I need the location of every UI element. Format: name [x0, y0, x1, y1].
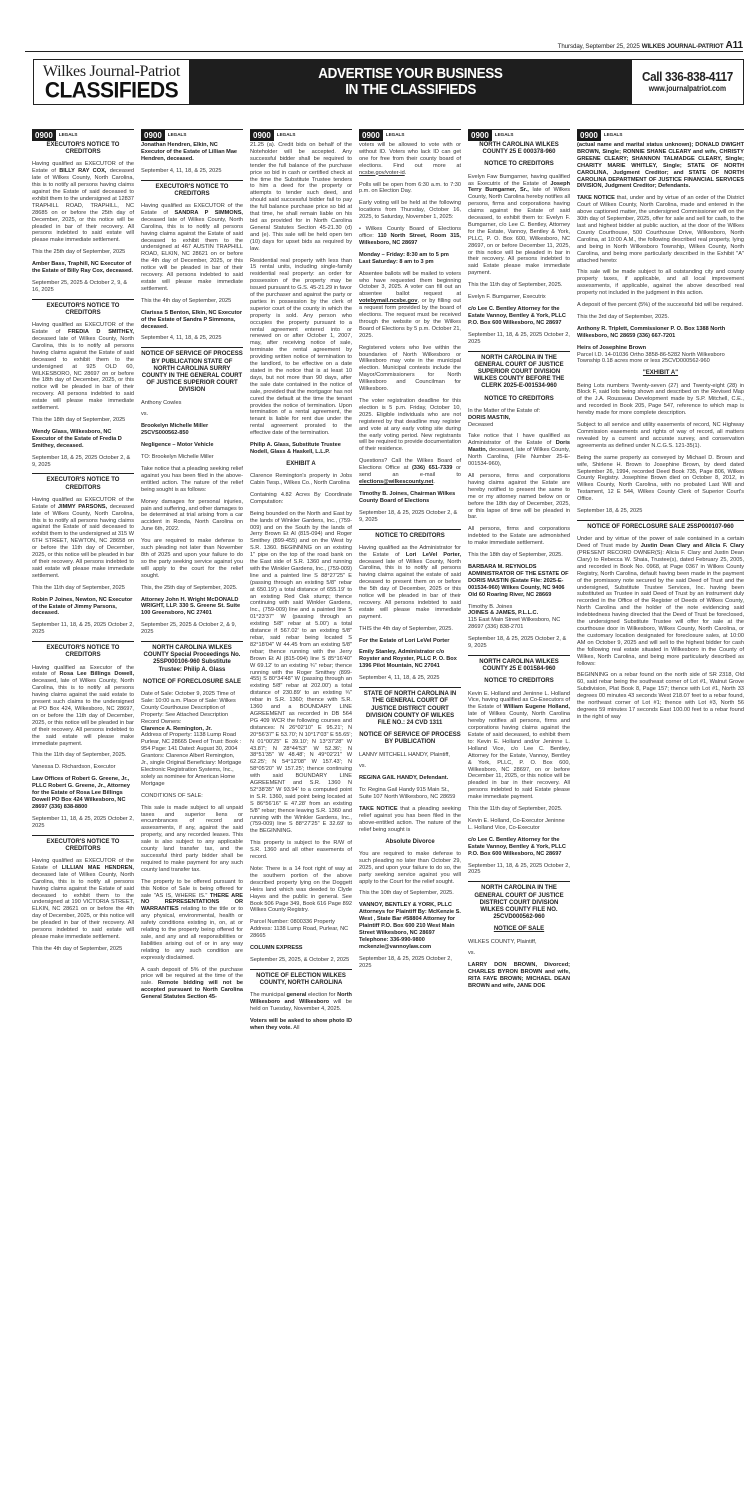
- legal-notice: [141, 645, 243, 1001]
- notice-divider: [250, 969, 352, 970]
- notice-title: NOTICE TO CREDITORS: [375, 532, 445, 539]
- legal-notice: [468, 659, 570, 876]
- notice-dated: This the 25th day of September, 2025: [32, 249, 126, 256]
- relief-sought: Absolute Divorce: [385, 838, 435, 845]
- notice-title: EXECUTOR'S NOTICE TO CREDITORS: [46, 302, 120, 317]
- notice-body: Questions? Call the Wilkes Board of Elections Office at (336) 651-7339 or send an e-mail to elections@wilkescounty.net.: [359, 458, 461, 485]
- column-3: [250, 129, 352, 1037]
- notice-title: EXECUTOR'S NOTICE TO CREDITORS: [46, 142, 120, 156]
- website-link[interactable]: www.journalpatriot.com: [648, 84, 727, 93]
- notice-body: The municipal general election for North Wilkesboro and Wilkesboro will be held on Tuesday, November 4, 2025.: [250, 992, 352, 1013]
- notice-body: You are required to make defense to such pleading no later than October 29, 2025, and upon your failure to do so, the party seeking service against you will apply to the Court for the relief sought.: [359, 850, 461, 885]
- section-label: LEGALS: [167, 132, 187, 138]
- notice-run-dates: September 18, & 25, 2025 October 2, & 9, 2025: [32, 454, 131, 468]
- notice-body: Containing 4.82 Acres By Coordinate Computation:: [250, 491, 352, 505]
- estate-status: Deceased: [468, 421, 494, 428]
- notice-title: STATE OF NORTH CAROLINA IN THE GENERAL COURT OF JUSTICE DISTRICT COURT DIVISION COUNTY OF WILKES FILE NO.: 24 CVD 1311: [363, 691, 457, 726]
- plaintiff: LANNY MITCHELL HANDY, Plaintiff,: [359, 751, 450, 758]
- notice-executor: Vanessa D. Richardson, Executor: [32, 764, 116, 771]
- column-4: [359, 129, 461, 1037]
- section-header: [468, 129, 570, 141]
- notice-title: NORTH CAROLINA WILKES COUNTY Special Proceedings No. 25SP000106-960 Substitute Trustee: Philip A. Glass: [143, 645, 241, 673]
- section-header: [359, 129, 461, 141]
- votebymail-link[interactable]: votebymail.ncsbe.gov: [359, 298, 418, 305]
- notice-body: Evelyn Faw Bumgarner, having qualified as Executrix of the Estate of Joseph Terry Bumgarner, Sr., late of Wilkes County, North Carolina hereby notifies all persons, firms and corporations having claims against the Estate of said deceased, to exhibit them to: Evelyn F. Bumgarner, c/o Lee C. Bentley, Attorney for the Estate, Vannoy, Bentley & York, PLLC, P. O. Box 600, Wilkesboro, NC 28697, on or before December 11, 2025, or this notice will be pleaded in bar in their recovery. All persons indebted to said Estate please make immediate payment.: [468, 173, 570, 277]
- promo-line-2: IN THE CLASSIFIEDS: [345, 81, 476, 98]
- notice-body: Having qualified as the Administrator for the Estate of Lori LeVel Porter, deceased late of Wilkes County, North Carolina, this is to notify all persons having claims against the estate of said deceased to present them on or before the 5th day of December, 2025 or this notice will be pleaded in bar of their recovery. All persons indebted to said estate will please make immediate payment.: [359, 544, 461, 620]
- notice-divider: [141, 641, 243, 642]
- notice-body: Registered voters who live within the boundaries of North Wilkesboro or Wilkesboro may vote in the municipal election. Municipal contests include the Mayor/Commissioners for North Wilkesboro and Councilman for Wilkesboro.: [359, 344, 461, 393]
- notice-title: NOTICE OF ELECTION WILKES COUNTY, NORTH CAROLINA: [256, 972, 346, 987]
- notice-dated: This the 4th day of September, 2025: [141, 297, 232, 304]
- notice-divider: [141, 180, 243, 181]
- contact-box: [632, 60, 743, 104]
- estate-name: DORIS MASTIN,: [468, 414, 511, 421]
- notice-body: voters will be allowed to vote with or without ID. Voters who lack ID can get one for free from their county board of elections. Find out more at ncsbe.gov/voter-id.: [359, 142, 461, 176]
- legal-notice: [32, 303, 134, 469]
- notice-body: Clarence Remington's property in Jobs Cabin Twsp., Wilkes Co., North Carolina: [250, 473, 352, 486]
- notice-body: Absentee ballots will be mailed to voters who have requested them beginning October 3, 2025. A voter can fill out an absentee ballot request at votebymail.ncsbe.gov, or by filling out a request form provided by the board of elections. The request must be received through the website or by the Wilkes Board of Elections by 5 p.m. October 21, 2025.: [359, 270, 461, 339]
- promo-line-1: ADVERTISE YOUR BUSINESS: [318, 65, 503, 82]
- notice-dated: This the 4th day of September, 2025: [32, 945, 123, 952]
- attorney-firm: JOINES & JAMES, P.L.L.C.: [468, 610, 539, 617]
- folio-divider: [25, 51, 743, 52]
- notice-title: EXECUTOR'S NOTICE TO CREDITORS: [46, 477, 120, 491]
- column-5: [468, 129, 570, 1037]
- notice-divider: [32, 473, 134, 474]
- notice-divider: [141, 347, 243, 348]
- notice-subtitle: NOTICE OF FORECLOSURE SALE: [142, 678, 241, 685]
- notice-divider: [359, 529, 461, 530]
- notice-body: Having qualified as EXECUTOR of the Estate of SANDRA P SIMMONS, deceased late of Wilkes County, North Carolina, this is to notify all persons having claims against the Estate of said deceased to exhibit them to the undersigned at 467 AUSTIN TRAPHILL ROAD, ELKIN, NC 28621 on or before the 4th day of December, 2025, or this notice will be pleaded in bar of their recovery. All persons indebted to said estate will please make immediate settlement.: [141, 203, 243, 292]
- notice-signature: Attorney John H. Wright McDONALD WRIGHT, LLP. 330 S. Greene St. Suite 100 Greensboro, NC 27401: [141, 596, 241, 617]
- notice-body: • Wilkes County Board of Elections office: 110 North Street, Room 315, Wilkesboro, NC 28697: [359, 226, 461, 246]
- notice-dated: This the 18th day of September, 2025: [32, 417, 126, 423]
- defendant: REGINA GAIL HANDY, Defendant.: [359, 775, 449, 782]
- voting-hours: Monday – Friday: 8:30 am to 5 pm Last Saturday: 8 am to 3 pm: [359, 251, 449, 265]
- notice-divider: [468, 351, 570, 352]
- section-label: LEGALS: [276, 132, 296, 138]
- exhibit-heading: "EXHIBIT A": [642, 370, 679, 377]
- section-header: [141, 129, 243, 141]
- notice-signature: Wendy Glass, Wilkesboro, NC Executor of the Estate of Fredia D Smithey, deceased.: [32, 428, 122, 449]
- plaintiff: Anthony Cowles: [141, 399, 182, 406]
- notice-body: Having qualified as EXECUTOR of the Estate of JIMMY PARSONS, deceased late of Wilkes County, North Carolina, this is to notify all persons having claims against the Estate of said deceased to exhibit them to the undersigned at 315 W 6TH STREET, NEWTON, NC 28658 on or before the 11th day of December, 2025, or this notice will be pleaded in bar of their recovery. All persons indebted to said estate will please make immediate settlement.: [32, 496, 134, 579]
- sale-details: Date of Sale: October 9, 2025 Time of Sale: 10:00 a.m. Place of Sale: Wilkes County Courthouse Description of Property: See Attached Description Record Owners:: [141, 691, 236, 725]
- notice-body: Under and by virtue of the power of sale contained in a certain Deed of Trust made by Justin Dean Clary and Alicia F. Clary (PRESENT RECORD OWNER(S): Alicia F. Clary and Justin Dean Clary) to Rebecca W. Shaia, Trustee(s), dated February 25, 2005, and recorded in Book No. 0968, at Page 0367 in Wilkes County Registry, North Carolina, default having been made in the payment of the promissory note secured by the said Deed of Trust and the undersigned, Substitute Trustee Services, Inc. having been substituted as Trustee in said Deed of Trust by an instrument duly recorded in the Office of the Register of Deeds of Wilkes County, North Carolina and the holder of the note evidencing said indebtedness having directed that the Deed of Trust be foreclosed, the undersigned Substitute Trustee will offer for sale at the courthouse door in Wilkesboro, Wilkes County, North Carolina, or the customary location designated for foreclosure sales, at 10:00 AM on October 9, 2025 and will sell to the highest bidder for cash the following real estate situated in Wilkesboro in the County of Wilkes, North Carolina, and being more particularly described as follows:: [577, 536, 744, 667]
- section-header: [32, 129, 134, 141]
- column-6: [577, 129, 744, 1037]
- property-description: Being bounded on the North and East by the lands of Winkler Gardens, Inc., (759-009) and on the South by the lands of Jerry Brown Et Al (815-094) and Roger Smithey (899-455) and on the West by S.R. 1360. BEGINNING on an existing 1" pipe on the top of the road bank on the East side of S.R. 1360 and running with the Winkler Gardens, Inc., (759-009) line and a painted line S 88°27'25" E (passing through an existing 5/8" rebar at 650.19') a total distance of 655.19' to an existing Red Oak stump; thence continuing with said Winkler Gardens, Inc., (759-009) line and a painted line S 01°23'37" W (passing through an existing 5/8" rebar at 5.00') a total distance if 567.02' to an existing 5/8" rebar, said rebar being located S 82°18'04" W 44.45 from an existing 5/8" rebar; thence running with the Jerry Brown Et Al (815-094) line S 85°16'40" W 69.12' to an existing ¾" rebar; thence running with the Roger Smithey (899-455) S 80°34'48" W (passing through an existing 5/8" rebar at 202.00') a total distance of 230.89' to an existing ¾" rebar in S.R. 1360; thence with S.R. 1360 and a BOUNDARY LINE AGREEMENT as recorded in DB 564 PG 409 WCR the following courses and distances: N 26°02'10" E 95.21'; N 20°56'37" E 53.70'; N 10°17'03" E 55.65'; N 01°00'25" E 39.10'; N 13°37'28" W 43.87'; N 28°44'53" W 52.36'; N 38°51'35" W 48.48'; N 49°02'21" W 62.25'; N 54°12'08" W 157.43'; N 58°05'20" W 157.25'; thence continuing with said BOUNDARY LINE AGREEMENT and S.R. 1360 N 52°38'35" W 93.94' to a computed point in S.R. 1360, said point being located at S 86°56'16" E 47.28' from an existing 5/8" rebar; thence leaving S.R. 1360 and running with the Winkler Gardens, Inc., (759-009) line S 88°27'25" E 32.69' to the BEGINNING.: [250, 510, 352, 835]
- notice-divider: [32, 641, 134, 642]
- notice-body: TAKE NOTICE that a pleading seeking relief against you has been filed in the above-entitled action. The nature of the relief being sought is: [359, 806, 462, 833]
- notice-body: Having qualified as EXECUTOR of the Estate of BILLY RAY COX, deceased late of Wilkes County, North Carolina, this is to notify all persons having claims against the Estate of said deceased to exhibit them to the undersigned at 12837 TRAPHILL ROAD, TRAPHILL, NC 28685 on or before the 25th day of December, 2025, or this notice will be pleaded in bar of their recovery. All persons indebted to said estate will please make immediate settlement.: [32, 161, 134, 244]
- publisher-credit: COLUMN EXPRESS: [250, 945, 303, 952]
- notice-title: EXECUTOR'S NOTICE TO CREDITORS: [155, 183, 229, 197]
- notice-signature: For the Estate of Lori LeVel Porter: [359, 637, 450, 644]
- phone-number[interactable]: Call 336-838-4117: [642, 69, 733, 84]
- notice-divider: [32, 299, 134, 300]
- notice-body: All persons, firms and corporations indebted to the Estate are admonished to make immediate settlement.: [468, 526, 570, 547]
- notice-body: This sale will be made subject to all outstanding city and county property taxes, if applicable, and all local improvement assessments, if applicable, against the above described real property not included in the judgment in this action.: [577, 269, 744, 297]
- notice-run-dates: September 25, 2025, & October 2, 2025: [250, 956, 350, 963]
- legal-notice: [32, 839, 134, 953]
- notice-dated: This the 18th day of September, 2025.: [468, 552, 563, 559]
- notice-body: The property to be offered pursuant to this Notice of Sale is being offered for sale "AS IS, WHERE IS." THERE ARE NO REPRESENTATIONS OR WARRANTIES relating to the title or to any physical, environmental, health or safety conditions existing in, on, at or relating to the property being offered for sale, and any and all responsibilities or liabilities arising out of or in any way relating to any such condition are expressly disclaimed.: [141, 878, 243, 961]
- notice-subtitle: NOTICE TO CREDITORS: [484, 395, 554, 402]
- notice-title: NOTICE OF SERVICE OF PROCESS BY PUBLICATION STATE OF NORTH CAROLINA SURRY COUNTY IN THE GENERAL COURT OF JUSTICE SUPERIOR COURT DIVISION: [141, 351, 243, 394]
- notice-divider: [577, 520, 744, 521]
- voter-id-link[interactable]: ncsbe.gov/voter-id: [359, 169, 405, 176]
- masthead: [34, 60, 189, 104]
- notice-signature: Anthony R. Triplett, Commissioner P. O. Box 1388 North Wilkesboro, NC 28659 (336) 667-7201: [577, 325, 726, 339]
- notice-dated: This the 11th day of September, 2025.: [468, 806, 563, 813]
- notice-body: All persons, firms and corporations having claims against the Estate are hereby notified to present the same to me or my attorney named below on or before the 18th day of December, 2025, or this lapse of time will be pleaded in bar.: [468, 473, 570, 521]
- column-1: [32, 129, 134, 1037]
- defendants: LARRY DON BROWN, Divorced; CHARLES BYRON BROWN and wife, RITA FAYE BROWN; MICHAEL DEAN BROWN and wife, JANE DOE: [468, 962, 570, 990]
- notice-body: Kevin E. Holland and Jeninne L. Holland Vice, having qualified as Co-Executors of the Estate of William Eugene Holland, late of Wilkes County, North Carolina hereby notifies all persons, firms and corporations having claims against the Estate of said deceased, to exhibit them to: Kevin E. Holland and/or Jeninne L. Holland Vice, c/o Lee C. Bentley, Attorney for the Estate, Vannoy, Bentley & York, PLLC, P. O. Box 600, Wilkesboro, NC 28697, on or before December 11, 2025, or this notice will be pleaded in bar in their recovery. All persons indebted to said Estate please make immediate payment.: [468, 690, 570, 801]
- folio-date: Thursday, September 25, 2025: [557, 43, 640, 50]
- attorney-address: 115 East Main Street Wilkesboro, NC 28697 (336) 838-2701: [468, 617, 561, 631]
- legal-notice: [32, 645, 134, 829]
- notice-title: NORTH CAROLINA WILKES COUNTY 25 E 001584-960: [479, 658, 559, 673]
- notice-signature: Robin P Joines, Newton, NC Executor of the Estate of Jimmy Parsons, deceased.: [32, 596, 133, 617]
- property-description: BEGINNING on a rebar found on the north side of SR 2318, Old 60, said rebar being the southeast corner of Lot #1, Walnut Grove Subdivision, Plat Book 8, Page 157; thence with Lot #1, North 33 degrees 00 minutes 43 seconds West 218.07 feet to a rebar found, the northeast corner of Lot #1; thence with Lot #3, North 56 degrees 59 minutes 17 seconds East 100.00 feet to a rebar found in the right of way: [577, 672, 744, 720]
- notice-body: The voter registration deadline for this election is 5 p.m. Friday, October 10, 2025. Eligible individuals who are not registered by that deadline may register and vote at any early voting site during the early voting period. New registrants will be required to provide documentation of their residence.: [359, 398, 461, 453]
- versus: vs.: [359, 763, 367, 770]
- section-header: [577, 129, 744, 141]
- notice-run-dates: September 18, & 25, 2025: [577, 508, 643, 515]
- masthead-section: CLASSIFIEDS: [44, 77, 179, 103]
- notice-body: Money damages for personal injuries, pain and suffering, and other damages to be determined at trial arising from a car accident in Ronda, North Carolina on June 6th, 2022.: [141, 498, 243, 533]
- notice-body: This sale is made subject to all unpaid taxes and superior liens or encumbrances of record and assessments, if any, against the said property, and any recorded leases. This sale is also subject to any applicable county land transfer tax, and the successful third party bidder shall be required to make payment for any such county land transfer tax.: [141, 804, 243, 873]
- notice-subtitle: NOTICE TO CREDITORS: [484, 678, 554, 685]
- folio-page-number: A11: [725, 40, 743, 51]
- heirs-heading: Heirs of Josephine Brown: [577, 344, 647, 351]
- notice-title: NORTH CAROLINA IN THE GENERAL COURT OF JUSTICE SUPERIOR COURT DIVISION WILKES COUNTY BEFORE THE CLERK 2025-E-001534-960: [473, 354, 565, 390]
- page-folio: [558, 40, 743, 51]
- notice-signature: Clarissa S Benton, Elkin, NC Executor of the Estate of Sandra P Simmons, deceased.: [141, 309, 243, 330]
- notice-to: TO: Brookelyn Michelle Miller: [141, 454, 214, 461]
- record-owner: Clarence A. Remington, Jr.: [141, 725, 212, 732]
- notice-signature: Law Offices of Robert G. Greene, Jr., PLLC Robert G. Greene, Jr., Attorney for the Estate of Rosa Lee Billings Dowell PO Box 424 Wilkesboro, NC 28697 (336) 838-8800: [32, 776, 131, 810]
- notice-divider: [468, 881, 570, 882]
- masthead-title: Wilkes Journal-Patriot: [42, 62, 181, 80]
- notice-body: Take notice that I have qualified as Administrator of the Estate of Doris Mastin, deceased, late of Wilkes County, North Carolina, (File Number 25-E-001534-960),: [468, 433, 570, 468]
- section-header: [250, 129, 352, 141]
- notice-run-dates: September 11, 18, & 25, 2025 October 2, 2025: [468, 331, 570, 345]
- legal-notice: [141, 351, 243, 636]
- notice-signature: Philip A. Glass, Substitute Trustee Nodell, Glass & Haskell, L.L.P.: [250, 442, 341, 455]
- notice-dated: This the 10th day of September, 2025.: [359, 890, 454, 897]
- notice-run-dates: September 4, 11, 18, & 25, 2025: [141, 335, 222, 342]
- notice-divider: [359, 687, 461, 688]
- notice-body: Having qualified as Executor of the estate of Rosa Lee Billings Dowell, deceased, late of Wilkes County, North Carolina, this is to notify all persons having claims against the said estate to present such claims to the undersigned at PO Box 424, Wilkesboro, NC 28697, on or before the 11th day of December, 2025, or this notice will be pleaded in bar of their recovery. All persons indebted to the said estate will please make immediate payment.: [32, 664, 134, 747]
- notice-body: You are required to make defense to such pleading not later than November 8th of 2025 and upon your failure to do so the party seeking service against you will apply to the court for the relief sought.: [141, 538, 243, 579]
- notice-run-dates: September 4, 11, 18, & 25, 2025: [141, 167, 222, 174]
- notice-body: Polls will be open from 6:30 a.m. to 7:30 p.m. on Election Day.: [359, 181, 461, 195]
- notice-subtitle: NOTICE TO CREDITORS: [484, 161, 554, 168]
- notice-signature: c/o Lee C. Bentley Attorney for the Estate Vannoy, Bentley & York, PLLC P.O. Box 600 Wilkesboro, NC 28697: [468, 836, 566, 857]
- notice-signature: Amber Bass, Traphill, NC Executor of the Estate of Billy Ray Cox, deceased.: [32, 261, 134, 275]
- notice-signature: BARBARA M. REYNOLDS ADMINISTRATOR OF THE ESTATE OF DORIS MASTIN (Estate File: 2025-E-001534-960) Wilkes County, NC 9406 Old 60 Roaring River, NC 28669: [468, 563, 569, 598]
- plaintiff: WILKES COUNTY, Plaintiff,: [468, 938, 537, 945]
- notice-title: NORTH CAROLINA WILKES COUNTY 25 E 000378-960: [479, 142, 559, 156]
- legal-notice: [359, 691, 461, 969]
- section-code: 0900: [577, 130, 601, 141]
- folio-publication: WILKES JOURNAL-PATRIOT: [641, 43, 724, 50]
- conditions-heading: CONDITIONS OF SALE:: [141, 792, 203, 799]
- notice-run-dates: September 18, & 25, 2025 October 2, & 9, 2025: [359, 509, 458, 523]
- notice-body: Subject to all service and utility easements of record, NC Highway Commission easements and rights of way of record, all matters revealed by a current and accurate survey, and conservation agreements as defined under N.C.G.S. 121-35(1).: [577, 422, 744, 449]
- notice-signature: c/o Lee C. Bentley Attorney for the Estate Vannoy, Bentley & York, PLLC P.O. Box 600 Wilkesboro, NC 28697: [468, 306, 566, 326]
- notice-run-dates: September 18, & 25, 2025 October 2, 2025: [359, 955, 452, 969]
- notice-signature: Jonathan Hendren, Elkin, NC Executor of the Estate of Lillian Mae Hendren, deceased.: [141, 142, 238, 162]
- elections-email-link[interactable]: elections@wilkescounty.net: [359, 478, 434, 485]
- column-2: [141, 129, 243, 1037]
- notice-run-dates: September 4, 11, 18, & 25, 2025: [359, 675, 440, 682]
- section-code: 0900: [359, 130, 383, 141]
- section-code: 0900: [32, 130, 56, 141]
- notice-dated: This the 11th day of September, 2025.: [32, 752, 127, 759]
- notice-body: Early voting will be held at the following locations from Thursday, October 16, 2025, to Saturday, November 1, 2025:: [359, 200, 461, 221]
- notice-body: Having qualified as EXECUTOR of the Estate of LILLIAN MAE HENDREN, deceased late of Wilkes County, North Carolina, this is to notify all persons having claims against the Estate of said deceased to exhibit them to the undersigned at 190 VICTORIA STREET, ELKIN, NC 28621 on or before the 4th day of December, 2025, or this notice will be pleaded in bar of their recovery. All persons indebted to said estate will please make immediate settlement.: [32, 858, 134, 940]
- versus: vs.: [468, 950, 476, 957]
- legal-notice: [141, 184, 243, 343]
- estate-matter: In the Matter of the Estate of:: [468, 407, 541, 414]
- notice-dated: This the 11th day of September, 2025: [32, 584, 125, 591]
- property-description: Being Lots numbers Twenty-seven (27) and Twenty-eight (28) in Block F, said lots being shown and described on the Revised Map of the J.A. Rousseau Development made by S.P. Mitchell, C.E., and recorded in Book 205, Page 547, reference to which map is hereby made for more complete description.: [577, 382, 744, 417]
- notice-dated: THIS the 4th day of September, 2025.: [359, 625, 453, 632]
- legal-notice: [250, 973, 352, 1032]
- legal-notice: [468, 142, 570, 346]
- parcel-info: Parcel Number: 0800336 Property Address: 1138 Lump Road, Purlear, NC 28665: [250, 919, 349, 940]
- section-code: 0900: [250, 130, 274, 141]
- parcel-info: Parcel I.D. 14-01036 Ortho 3858-86-5282 North Wilkesboro Township 0.18 acres more or less 25CVD000562-960: [577, 351, 725, 365]
- notice-body: Having qualified as EXECUTOR of the Estate of FREDIA D SMITHEY, deceased late of Wilkes County, North Carolina, this is to notify all persons having claims against the Estate of said deceased to exhibit them to the undersigned at 925 OLD 60, WILKESBORO, NC 28697 on or before the 18th day of December, 2025, or this notice will be pleaded in bar of their recovery. All persons indebted to said estate will please make immediate settlement.: [32, 322, 134, 412]
- section-code: 0900: [141, 130, 165, 141]
- sale-details: Address of Property: 1138 Lump Road Purlear, NC 28665 Deed of Trust: Book : 954 Page: 141 Dated: August 30, 2004 Grantors: Clarence Albert Remington, Jr., single Original Beneficiary: Mortgage Electronic Registration Systems, Inc., solely as nominee for American Home Mortgage: [141, 732, 242, 787]
- notice-body: Take notice that a pleading seeking relief against you has been filed in the above-entitled action. The nature of the relief being sought is as follows:: [141, 466, 243, 493]
- notice-subtitle: NOTICE OF SERVICE OF PROCESS BY PUBLICATION: [359, 732, 461, 746]
- notice-run-dates: September 11, 18, & 25, 2025 October 2, 2025: [468, 862, 570, 876]
- notice-body: This property is subject to the R/W of S.R. 1360 and all other easements of record.: [250, 840, 352, 861]
- notice-run-dates: September 11, 18, & 25, 2025 October 2, 2025: [32, 622, 134, 636]
- legal-notice: [359, 533, 461, 683]
- notice-executor: Evelyn F. Bumgarner, Executrix: [468, 294, 546, 301]
- defendant: Brookelyn Michelle Miller 25CVS000562-850: [141, 423, 209, 437]
- notice-executor: Kevin E. Holland, Co-Executor Jeninne L. Holland Vice, Co-Executor: [468, 817, 565, 831]
- section-label: LEGALS: [494, 132, 514, 138]
- advertise-promo: [189, 60, 632, 104]
- notice-dated: This the 11th day of September, 2025.: [468, 282, 563, 289]
- notice-body: A cash deposit of 5% of the purchase price will be required at the time of the sale. Remote bidding will not be accepted pursuant to North Carolina General Statutes Section 45-: [141, 966, 243, 1001]
- notice-title: EXECUTOR'S NOTICE TO CREDITORS: [46, 645, 120, 659]
- section-label: LEGALS: [385, 132, 405, 138]
- legal-notice: [468, 355, 570, 650]
- notice-run-dates: September 25, 2025 & October 2, & 9, 2025: [141, 622, 237, 636]
- legal-notice: [32, 142, 134, 294]
- notice-body: TAKE NOTICE that, under and by virtue of an order of the District Court of Wilkes County, North Carolina, made and entered in the above captioned matter, the undersigned Commissioner will on the 30th day of September, 2025, offer for sale and sell for cash, to the last and highest bidder at public auction, at the door of the Wilkes County Courthouse, 500 Courthouse Drive, Wilkesboro, North Carolina, at 10:00 A.M., the following described real property, lying and being in North Wilkesboro Township, Wilkes County, North Carolina, and being more particularly described in the Exhibit "A" attached hereto:: [577, 195, 744, 264]
- legal-notice: [468, 885, 570, 990]
- case-type: Negligence – Motor Vehicle: [141, 442, 214, 449]
- notice-body: Being the same property as conveyed by Michael D. Brown and wife, Shirlene H. Brown to Josephine Brown, by deed dated September 26, 1994, recorded Deed Book 735, Page 806, Wilkes County Registry. Josephine Brown died on October 8, 2012, in Wilkes County, North Carolina, with no probated Last Will and Testament, 12 E 544, Wilkes County Clerk of Superior Court's Office.: [577, 454, 744, 503]
- legals-columns: [32, 129, 744, 1037]
- legal-notice: [32, 477, 134, 636]
- notice-run-dates: September 11, 18, & 25, 2025 October 2, 2025: [32, 815, 134, 829]
- notice-divider: [32, 835, 134, 836]
- notice-to: To: Regina Gail Handy 915 Main St., Suite 107 North Wilkesboro, NC 28659: [359, 787, 456, 801]
- notice-subtitle: NOTICE OF SALE: [493, 926, 545, 933]
- notice-dated: This the 3rd day of September, 2025.: [577, 313, 670, 320]
- notice-divider: [468, 655, 570, 656]
- section-code: 0900: [468, 130, 492, 141]
- notice-run-dates: September 25, 2025 & October 2, 9, & 16, 2025: [32, 280, 128, 293]
- notice-title: NORTH CAROLINA IN THE GENERAL COURT OF JUSTICE DISTRICT COURT DIVISION WILKES COUNTY FILE NO. 25CVD000562-960: [474, 885, 564, 921]
- notice-title: EXECUTOR'S NOTICE TO CREDITORS: [46, 838, 120, 852]
- notice-body: 21.25 (a). Credit bids on behalf of the Noteholder will be accepted. Any successful bidder shall be required to tender the full balance of the purchase price so bid in cash or certified check at the time the Substitute Trustee tenders to him a deed for the property or attempts to tender such deed, and should said successful bidder fail to pay the full balance purchase price so bid at that time, he shall remain liable on his bid as provided for in North Carolina General Statutes Section 45-21.30 (d) and (e). This sale will be held open ten (10) days for upset bids as required by law.: [250, 142, 352, 252]
- exhibit-heading: EXHIBIT A: [286, 460, 316, 467]
- notice-signature: VANNOY, BENTLEY & YORK, PLLC Attorneys for Plaintiff By: McKenzie S. West , State Bar #58804 Attorney for Plaintiff P.O. Box 600 210 West Main Street Wilkesboro, NC 28697 Telephone: 336-990-9800 mckenzie@vannoylaw.com: [359, 902, 461, 950]
- notice-body: Voters will be asked to show photo ID when they vote. All: [250, 1018, 352, 1031]
- versus: vs.: [141, 411, 149, 418]
- notice-signature: Timothy B. Joines, Chairman Wilkes County Board of Elections: [359, 490, 456, 504]
- classifieds-banner: [33, 59, 744, 105]
- notice-body: Note: There is a 14 foot right of way at the southern portion of the above described property lying on the Doggett Heirs land which was deeded to Clyde Hayes and the public in general. See Book 506 Page 349, Book 616 Page 892 Wilkes County Registry.: [250, 866, 352, 914]
- notice-body: Residential real property with less than 15 rental units, including single-family residential real property: an order for possession of the property may be issued pursuant to G.S. 45-21.29 in favor of the purchaser and against the party or parties in possession by the clerk of superior court of the county in which the property is sold. Any person who occupies the property pursuant to a rental agreement entered into or renewed on or after October 1, 2007, may, after receiving notice of sale, terminate the rental agreement by providing written notice of termination to the landlord, to be effective on a date stated in the notice that is at least 10 days, but not more than 90 days, after the sale date contained in the notice of sale, provided that the mortgagor has not cured the default at the time the tenant provides the notice of termination. Upon termination of a rental agreement, the tenant is liable for rent due under the rental agreement prorated to the effective date of the termination.: [250, 257, 352, 437]
- notice-signature: Emily Stanley, Administrator c/o Royster and Royster, PLLC P. O. Box 1396 Pilot Mountain, NC 27041: [359, 649, 457, 670]
- defendants-continued: (actual name and marital status unknown); DONALD DWIGHT BROWN, Single; RONNIE SHANE CLEARY and wife, CHRISTY GREENE CLEARY; SHANNON TALMADGE CLEARY, Single; CHARITY MARIE WHITLEY, Single; STATE OF NORTH CAROLINA, Judgment Creditor; and STATE OF NORTH CAROLINA DEPARTMENT OF JUSTICE FINANCIAL SERVICES DIVISION, Judgment Creditor; Defendants.: [577, 142, 744, 190]
- notice-title: NOTICE OF FORECLOSURE SALE 25SP000107-960: [587, 523, 734, 530]
- section-label: LEGALS: [58, 132, 78, 138]
- section-label: LEGALS: [603, 132, 623, 138]
- legal-notice: [577, 524, 744, 721]
- notice-dated: This, the 25th day of September, 2025.: [141, 584, 238, 591]
- notice-body: A deposit of five percent (5%) of the successful bid will be required.: [577, 302, 744, 309]
- notice-run-dates: September 18, & 25, 2025 October 2, & 9, 2025: [468, 636, 567, 650]
- attorney-name: Timothy B. Joines: [468, 603, 513, 610]
